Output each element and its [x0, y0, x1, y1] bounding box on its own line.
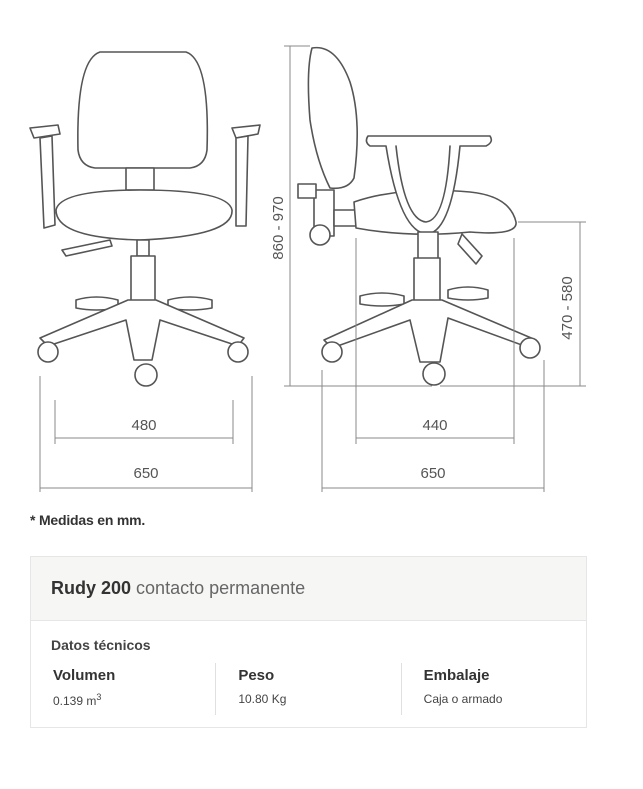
- spec-weight-label: Peso: [238, 667, 275, 684]
- spec-volume: [31, 663, 215, 715]
- spec-weight-value: 10.80 Kg: [238, 692, 287, 706]
- spec-weight: [215, 663, 400, 715]
- dim-side-base-width: 650: [420, 465, 446, 482]
- chair-side-view: [298, 48, 540, 385]
- measurement-note: * Medidas en mm.: [30, 512, 146, 528]
- product-name: Rudy 200: [51, 578, 132, 598]
- specs-columns: [31, 663, 586, 715]
- product-spec-card: [30, 556, 587, 728]
- chair-front-view: [30, 52, 260, 386]
- specs-title: Datos técnicos: [51, 637, 151, 653]
- dim-front-seat-width: 480: [131, 417, 157, 434]
- spec-packaging-label: Embalaje: [423, 667, 490, 684]
- product-subtitle: contacto permanente: [136, 578, 306, 598]
- spec-volume-value-wrap: [53, 692, 215, 708]
- dim-seat-height: 470 - 580: [559, 276, 576, 340]
- spec-packaging: [401, 663, 586, 715]
- dim-total-height: 860 - 970: [270, 196, 287, 260]
- product-header: [31, 557, 586, 621]
- spec-volume-unit-exponent: 3: [96, 692, 102, 702]
- dim-side-seat-depth: 440: [422, 417, 448, 434]
- spec-volume-label: Volumen: [53, 667, 116, 684]
- spec-volume-value: 0.139 m: [53, 694, 97, 708]
- dim-front-base-width: 650: [133, 465, 159, 482]
- spec-packaging-value: Caja o armado: [423, 692, 503, 706]
